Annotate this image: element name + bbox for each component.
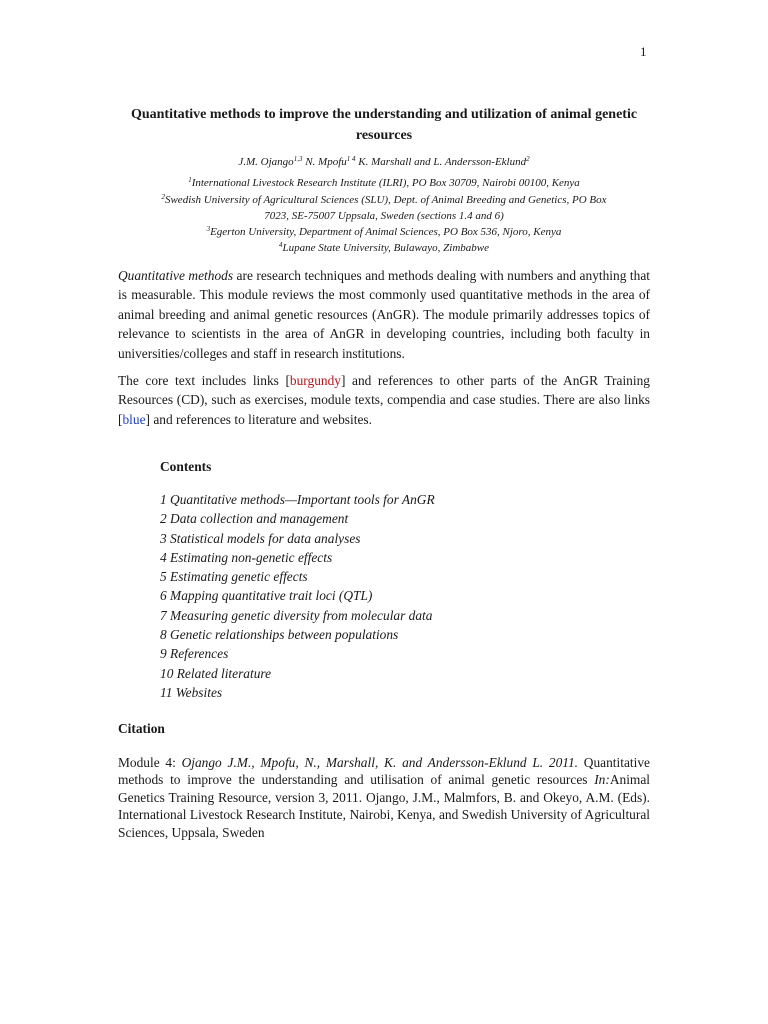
author-others-sup: 2 [526,155,530,163]
links-text-mid: ] and references to other parts of the AnGR Training Resources (CD), such as exercises, module texts, compendia and case studies. There are also links [ [118,373,650,427]
contents-item[interactable]: 3 Statistical models for data analyses [160,530,361,546]
contents-item[interactable]: 1 Quantitative methods—Important tools for AnGR [160,492,435,507]
contents-item[interactable]: 10 Related literature [160,665,272,681]
contents-item[interactable]: 11 Websites [160,684,223,700]
citation-paragraph [118,754,650,841]
contents-heading: Contents [160,459,212,474]
contents-item[interactable]: 8 Genetic relationships between populations [160,627,399,643]
affiliation-1-sup: 1 [188,176,192,185]
affiliation-2-text: Swedish University of Agricultural Sciences (SLU), Dept. of Animal Breeding and Genetics, PO Box 7023, SE-75007 Uppsala, Sweden (sections 1.4 and 6) [164,193,607,222]
citation-heading: Citation [118,721,165,736]
citation-module: Module 4: [118,755,182,770]
affiliation-4 [150,240,618,256]
contents-item[interactable]: 7 Measuring genetic diversity from molecular data [160,607,433,623]
citation-authors: Ojango J.M., Mpofu, N., Marshall, K. and Andersson-Eklund L. 2011. [181,755,579,770]
citation-text-2: Animal Genetics Training Resource, version 3, 2011. Ojango, J.M., Malmfors, B. and Okeyo, A.M. (Eds). International Livestock Research Institute, Nairobi, Kenya, and Swedish University of Agricultural Sciences, Uppsala, Sweden [118,772,650,840]
blue-link[interactable]: blue [122,411,146,427]
citation-text-1: Quantitative methods to improve the understanding and utilisation of animal genetic resources [118,755,650,788]
contents-item[interactable]: 9 References [160,646,229,662]
affiliation-2-sup: 2 [161,192,165,201]
citation-in-label: In: [594,772,610,788]
intro-paragraph [118,266,650,363]
author-list [150,154,618,170]
links-text-post: ] and references to literature and websites. [145,411,372,427]
author-ojango: J.M. Ojango [238,156,294,168]
affiliation-1 [150,175,618,191]
intro-term: Quantitative methods [118,268,234,283]
affiliation-3 [150,224,618,240]
burgundy-link[interactable]: burgundy [289,373,341,388]
affiliation-3-sup: 3 [206,225,211,234]
author-mpofu-sup: 1 4 [346,155,356,163]
author-ojango-sup: 1,3 [293,155,303,163]
author-affiliations [150,154,618,257]
intro-text: are research techniques and methods dealing with numbers and anything that is measurable. This module reviews the most commonly used quantitative methods in the area of animal breeding and animal genetic resources (AnGR). The module primarily addresses topics of relevance to scientists in the area of AnGR in developing countries, including both faculty in universities/colleges and staff in research institutions. [118,268,650,361]
affiliation-2 [150,192,618,225]
contents-list [160,490,560,702]
affiliation-3-text: Egerton University, Department of Animal Sciences, PO Box 536, Njoro, Kenya [210,226,562,239]
links-paragraph [118,371,650,429]
affiliation-4-sup: 4 [278,241,283,250]
affiliation-1-text: International Livestock Research Institute (ILRI), PO Box 30709, Nairobi 00100, Kenya [191,177,580,190]
document-title: Quantitative methods to improve the understanding and utilization of animal genetic resources [130,107,638,143]
page-number: 1 [640,44,647,59]
contents-item[interactable]: 2 Data collection and management [160,511,349,527]
contents-item[interactable]: 5 Estimating genetic effects [160,569,308,585]
contents-item[interactable]: 6 Mapping quantitative trait loci (QTL) [160,588,373,604]
author-others: K. Marshall and L. Andersson-Eklund [355,156,527,168]
affiliation-4-text: Lupane State University, Bulawayo, Zimbabwe [282,242,490,255]
links-text-pre: The core text includes links [ [118,373,290,388]
author-mpofu: N. Mpofu [302,156,347,168]
contents-item[interactable]: 4 Estimating non-genetic effects [160,549,333,565]
